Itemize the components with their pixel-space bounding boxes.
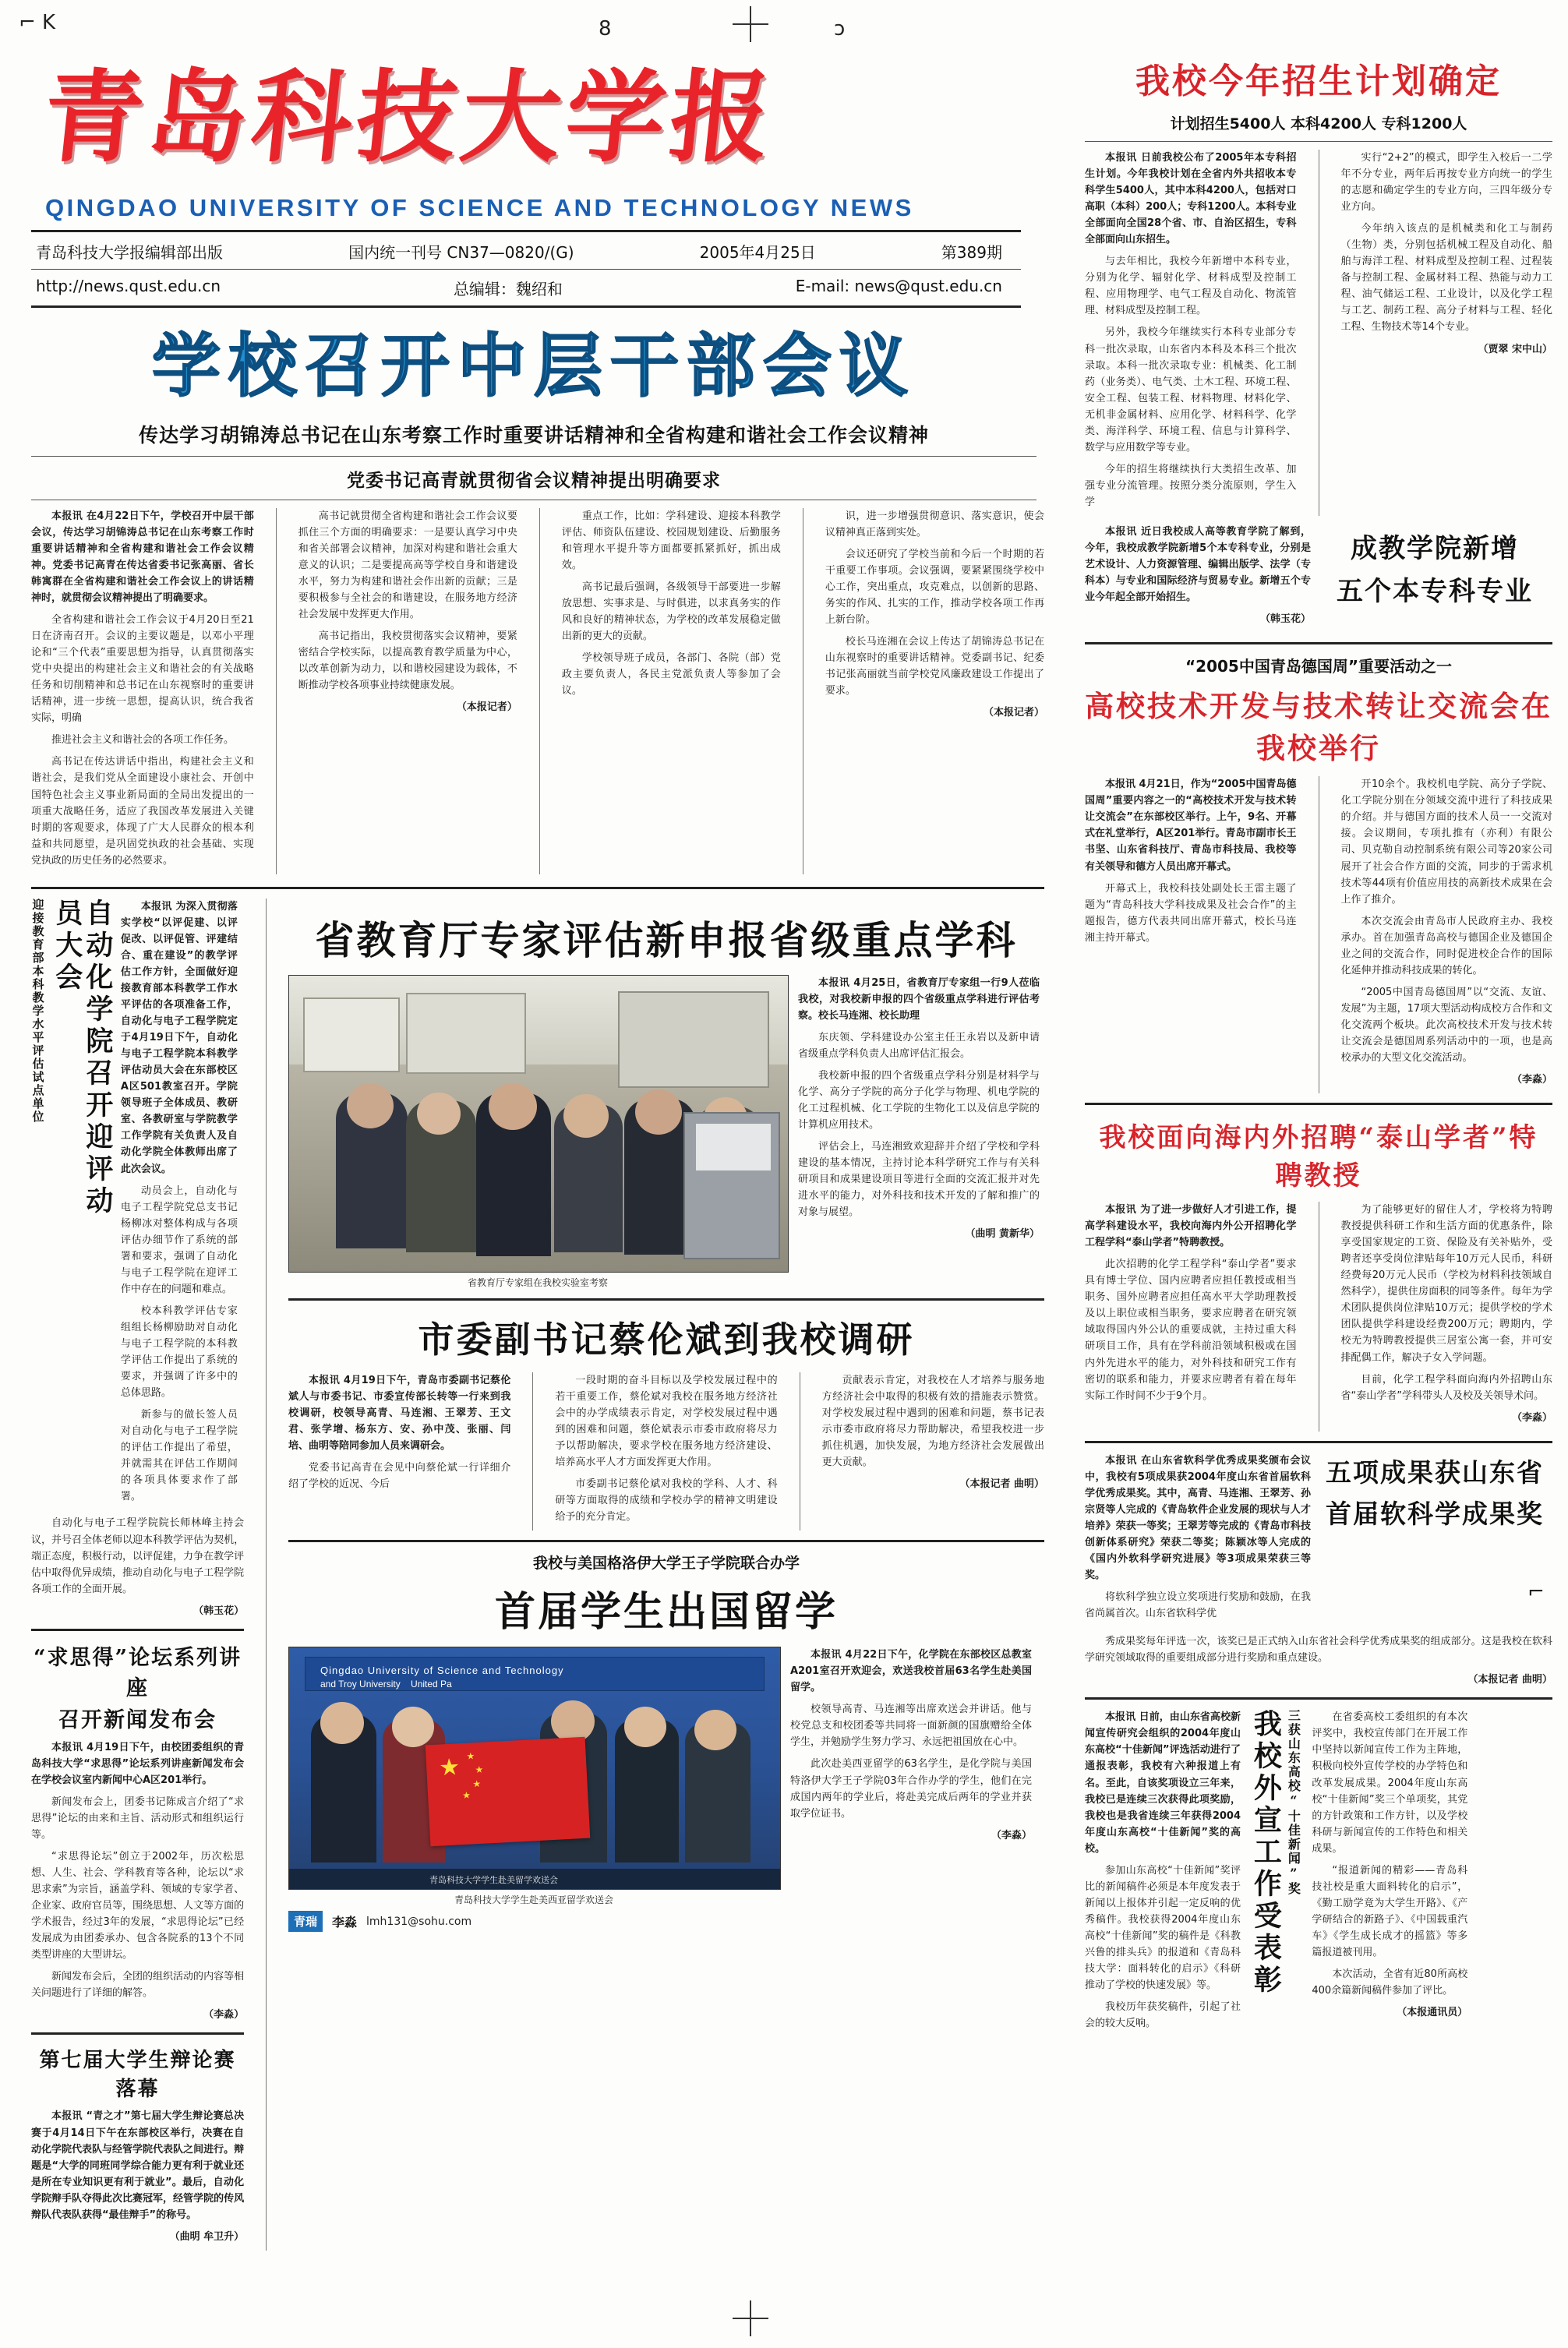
vertical-story-body <box>121 899 238 1511</box>
byline: （曲明 牟卫升） <box>169 2230 245 2243</box>
photo-credit-stamp: 青瑞 <box>288 1911 323 1932</box>
paragraph: 高书记在传达讲话中指出，构建社会主义和谐社会，是我们党从全面建设小康社会、开创中国特色社会主义事业新局面的全局出发提出的一项重大战略任务，适应了我国改革发展进入关键时期的客观要求，体现了广大人民群众的根本利益和共同愿望，是巩固党执政的社会基础、实现党执政的历史任务的必然要求。 <box>31 756 254 867</box>
registration-crosshair-bottom <box>733 2300 768 2336</box>
right-story-taishan-scholar <box>1085 1116 1552 1432</box>
paragraph: 与去年相比，我校今年新增中本科专业，分别为化学、辐射化学、材料成型及控制工程、应用物理学、电气工程及自动化、物流管理、材料成型及控制工程。 <box>1085 256 1297 317</box>
left-news-2 <box>31 1640 244 2024</box>
paragraph: 本次交流会由青岛市人民政府主办、我校承办。首在加强青岛高校与德国企业及德国企业之间的交流合作，同时促进校企合作的国际化延伸并推动科技成果的转化。 <box>1340 915 1552 976</box>
paragraph: 本报讯 为深入贯彻落实学校“以评促建、以评促改、以评促管、评建结合、重在建设”的教学评估工作方针，全面做好迎接教育部本科教学工作水平评估的各项准备工作，自动化与电子工程学院定于4月19日下午，自动化与电子工程学院本科教学评估动员大会在东部校区A区501教室召开。学院领导班子全体成员、教研室、各教研室与学院教学工作学院有关负责人及自动化学院全体教师出席了此次会议。 <box>120 900 238 1175</box>
paragraph: 会议还研究了学校当前和今后一个时期的若干重要工作事项。会议强调，要紧紧围绕学校中心工作，突出重点，攻克难点，以创新的思路、务实的作风、扎实的工作，推动学校各项工作再上新台阶。 <box>825 548 1044 627</box>
divider <box>1085 1697 1552 1700</box>
photo-byline: 李淼 <box>332 1915 358 1930</box>
headline: 第七届大学生辩论赛落幕 <box>39 2049 236 2102</box>
publisher-label: 青岛科技大学报编辑部出版 <box>36 243 223 263</box>
paragraph: 校领导高青、马连湘等出席欢送会并讲话。他与校党总支和校团委等共同将一面新颜的国旗赠给全体学生，并勉励学生努力学习、永远把祖国放在心中。 <box>790 1704 1032 1749</box>
paragraph: 本报讯 为了进一步做好人才引进工作，提高学科建设水平，我校向海内外公开招聘化学工程学科“泰山学者”特聘教授。 <box>1085 1204 1297 1249</box>
paragraph: 党委书记高青在会见中向蔡伦斌一行详细介绍了学校的近况、今后 <box>288 1462 511 1491</box>
paragraph: 目前，化学工程学科面向海内外招聘山东省“泰山学者”学科带头人及校及关领导术问。 <box>1340 1373 1552 1402</box>
subhead: 计划招生5400人 本科4200人 专科1200人 <box>1170 115 1467 132</box>
paragraph: 此次赴美西亚留学的63名学生，是化学院与美国特洛伊大学王子学院03年合作办学的学生，他们在完成国内两年的学业后，将赴美完成后两年的学业并获取学位证书。 <box>790 1758 1032 1820</box>
newspaper-title: 青岛科技大学报 <box>37 59 781 176</box>
masthead-rule-3 <box>31 305 1021 308</box>
paragraph: 校本科教学评估专家组组长杨柳励助对自动化与电子工程学院的本科教学评估工作提出了系统的要求，并强调了许多中的总体思路。 <box>120 1305 238 1400</box>
paragraph: 新闻发布会上，团委书记陈成言介绍了“求思得”论坛的由来和主旨、活动形式和组织运行等。 <box>31 1795 245 1841</box>
paragraph: 秀成果奖每年评选一次，该奖已是正式纳入山东省社会科学优秀成果奖的组成部分。这是我校在软科学研究领域取得的重要组成部分进行奖励和重点建设。 <box>1085 1636 1552 1665</box>
vertical-story-continued <box>31 1515 244 1619</box>
paragraph: 动员会上，自动化与电子工程学院党总支书记杨柳冰对整体构成与各项评估办细节作了系统的部署和要求，强调了自动化与电子工程学院在迎评工作中存在的问题和难点。 <box>120 1185 238 1295</box>
headline-line2: 五个本专科专业 <box>1337 575 1533 607</box>
byline: （本报通讯员） <box>1397 2007 1468 2019</box>
vertical-headline-story <box>31 899 244 1511</box>
byline: （本报记者 曲明） <box>1467 1674 1552 1686</box>
paragraph: 东庆领、学科建设办公室主任王永岩以及新申请省级重点学科负责人出席评估汇报会。 <box>798 1031 1040 1060</box>
paragraph: 自动化与电子工程学院院长师林峰主持会议，并号召全体老师以迎本科教学评估为契机，端正态度，积极行动，以评促建，力争在教学评估中取得优异成绩，推动自动化与电子工程学院各项工作的全面开展。 <box>31 1517 245 1595</box>
paragraph: 本报讯 4月22日下午，化学院在东部校区总教室A201室召开欢迎会，欢送我校首届63名学生赴美国留学。 <box>790 1649 1032 1694</box>
paragraph: 贡献表示肯定，对我校在人才培养与服务地方经济社会中取得的积极有效的措施表示赞赏。对学校发展过程中遇到的困难和问题，蔡书记表示市委市政府将尽力帮助解决，希望我校进一步抓住机遇，加快发展，为地方经济社会发展做出更大贡献。 <box>821 1374 1044 1468</box>
paragraph: 本报讯 “青之才”第七届大学生辩论赛总决赛于4月14日下午在东部校区举行，决赛在自动化学院代表队与经管学院代表队之间进行。辩题是“大学的同班同学综合能力更有利于就业还是所在专业知识更有利于就业”。最后，自动化学院辩手队夺得此次比赛冠军，经管学院的传风辩队代表队获得“最佳辩手”的称号。 <box>31 2110 245 2221</box>
headline-line2: 召开新闻发布会 <box>58 1707 217 1732</box>
vertical-headline: 自动化学院召开迎评动员大会 <box>51 898 114 1218</box>
paragraph: 高书记指出，我校贯彻落实会议精神，要紧密结合学校实际，以提高教育教学质量为中心，以改革创新为动力，以和谐校园建设为载体，不断推动学校各项事业持续健康发展。 <box>298 630 517 692</box>
paragraph: 本报讯 近日我校成人高等教育学院了解到，今年，我校成教学院新增5个本专科专业，分别是艺术设计、人力资源管理、编辑出版学、法学（专科本）与专业和国际经济与贸易专业。新增五个专业今年起全部开始招生。 <box>1085 525 1311 604</box>
byline: （李淼） <box>1511 1074 1552 1086</box>
lead-col-3 <box>562 508 781 874</box>
lead-col-1 <box>31 508 254 874</box>
byline: （李淼） <box>1511 1411 1552 1424</box>
paragraph: 我校新申报的四个省级重点学科分别是材料学与化学、高分子学院的高分子化学与物理、机电学院的化工过程机械、化工学院的生物化工以及信息学院的计算机应用技术。 <box>798 1070 1040 1132</box>
paragraph: 高书记最后强调，各级领导干部要进一步解放思想、实事求是、与时俱进，以求真务实的作风和良好的精神状态，为学校的改革发展稳定做出新的更大的贡献。 <box>561 581 781 643</box>
paragraph: 评估会上，马连湘致欢迎辞并介绍了学校和学科建设的基本情况，主持讨论本科学研究工作与有关科研项目和成果建设项目等进行全面的交流汇报并对先进水平的能力，对外科技和技术开发的了解和推广的对象与展望。 <box>798 1141 1040 1219</box>
paragraph: 本报讯 日前我校公布了2005年本专科招生计划。今年我校计划在全省内外共招收本专科学生5400人，其中本科4200人，包括对口高职（本科）200人；专科1200人。本科专业全部面向全国28个省、市、自治区招生，专科全部面向山东招生。 <box>1085 152 1297 246</box>
divider <box>288 1298 1044 1301</box>
paragraph: 我校历年获奖稿件，引起了社会的较大反响。 <box>1085 2001 1241 2030</box>
right-story-soft-science <box>1085 1453 1552 1689</box>
byline: （韩玉花） <box>193 1605 245 1617</box>
divider <box>288 1540 1044 1542</box>
paragraph: 本报讯 4月19日下午，由校团委组织的青岛科技大学“求思得”论坛系列讲座新闻发布会在学校会议室内新闻中心A区201举行。 <box>31 1741 245 1786</box>
photo-caption: 省教育厅专家组在我校实验室考察 <box>467 1276 608 1288</box>
divider <box>1085 642 1552 644</box>
banner-headline: 学校召开中层干部会议 <box>151 325 916 407</box>
paragraph: 一段时期的奋斗目标以及学校发展过程中的若干重要工作，蔡伦斌对我校在服务地方经济社会中的办学成绩表示肯定，对学校发展过程中遇到的困难和问题，蔡伦斌表示市委市政府将尽力予以帮助解决，要求学校在服务地方经济建设、培养高水平人才方面发挥更大作用。 <box>555 1374 778 1468</box>
byline: （李淼） <box>991 1829 1032 1841</box>
vertical-subhead: 三获山东高校“十佳新闻”奖 <box>1286 1709 1301 1897</box>
bottom-story-publicity-award <box>1085 1709 1552 2037</box>
byline: （本报记者 曲明） <box>959 1478 1044 1491</box>
paragraph: 本报讯 日前，由山东省高校新闻宣传研究会组织的2004年度山东高校“十佳新闻”评选活动进行了通报表彰，我校有六种报道上有名。至此，自该奖项设立三年来，我校已是连续三次获得此项奖励，我校也是我省连续三年获得2004年度山东高校“十佳新闻”奖的高校。 <box>1085 1711 1241 1855</box>
banner-subhead-1: 传达学习胡锦涛总书记在山东考察工作时重要讲话精神和全省构建和谐社会工作会议精神 <box>138 423 929 447</box>
paragraph: 新参与的做长签人员对自动化与电子工程学院的评估工作提出了希望，并就需其在评估工作期间的各项具体要求作了部署。 <box>120 1409 238 1503</box>
email-address[interactable]: E-mail: news@qust.edu.cn <box>795 277 1002 296</box>
paragraph: 另外，我校今年继续实行本科专业部分专科一批次录取，山东省内本科及本科三个批次录取。本科一批次录取专业：机械类、化工制药（业务类）、电气类、土木工程、环境工程、安全工程、包装工程、材料物理、材料化学、无机非金属材料、应用化学、材料科学、化学类、海洋科学、环境工程、信息与计算科学、数学与应用数学等专业。 <box>1085 327 1297 454</box>
mid-story-2 <box>288 1312 1044 1531</box>
vertical-headline: 我校外宣工作受表彰 <box>1249 1709 1283 1997</box>
headline: 市委副书记蔡伦斌到我校调研 <box>418 1318 915 1361</box>
paragraph: 学校领导班子成员，各部门、各院（部）党政主要负责人，各民主党派负责人等参加了会议。 <box>561 652 781 697</box>
photo-email[interactable]: lmh131@sohu.com <box>366 1915 472 1928</box>
section-divider <box>31 887 1044 889</box>
paragraph: 本报讯 4月21日，作为“2005中国青岛德国周”重要内容之一的“高校技术开发与技术转让交流会”在东部校区举行。上午，9名、开幕式在礼堂举行，A区201举行。青岛市副市长王书坚、山东省科技厅、青岛市科技局、我校等有关领导和德方人员出席开幕式。 <box>1085 779 1297 873</box>
byline: （曲明 黄新华） <box>965 1228 1040 1241</box>
byline: （贾翠 宋中山） <box>1478 343 1552 355</box>
paragraph: “报道新闻的精彩——青岛科技社校是重大面料转化的启示”，《勤工励学竟为大学生开路》、《产学研结合的新路子》、《中国载重汽车》《学生成长成才的摇篮》等多篇报道被刊用。 <box>1312 1864 1468 1958</box>
divider <box>31 2032 244 2035</box>
editor-in-chief: 总编辑：魏绍和 <box>453 280 563 299</box>
kicker: 我校与美国格洛伊大学王子学院联合办学 <box>532 1555 800 1573</box>
headline: 我校今年招生计划确定 <box>1135 62 1502 101</box>
lead-col-4 <box>825 508 1044 874</box>
vertical-kicker: 迎接教育部本科教学水平评估试点单位 <box>30 898 45 1124</box>
paragraph: “求思得论坛”创立于2002年，历次松思想、人生、社会、学科教育等各种，论坛以“求思求索”为宗旨，涵盖学科、领域的专家学者、企业家、政府官员等，围绕思想、人文等方面的学术报告，经过3年的发展，“求思得论坛”已经发展成为由团委承办、包含各院系的13个不同类型讲座的大型讲坛。 <box>31 1851 245 1961</box>
paragraph: 新闻发布会后，全团的组织活动的内容等相关问题进行了详细的解答。 <box>31 1971 245 2000</box>
paragraph: 实行“2+2”的模式，即学生入校后一二学年不分专业，两年后再按专业方向统一的学生的志愿和确定学生的专业方向，三四年级分专业方向。 <box>1340 152 1552 214</box>
divider <box>31 1629 244 1631</box>
paragraph: 推进社会主义和谐社会的各项工作任务。 <box>51 734 235 747</box>
paragraph: “2005中国青岛德国周”以“交流、友谊、发展”为主题，17项大型活动构成校方合作和文化交流两个板块。此次高校技术开发与技术转让交流会是德国周系列活动中的一项，也是高校承办的大型文化交流活动。 <box>1340 986 1552 1065</box>
paragraph: 本报讯 4月25日，省教育厅专家组一行9人莅临我校，对我校新申报的四个省级重点学科进行评估考察。校长马连湘、校长助理 <box>798 976 1040 1022</box>
paragraph: 开幕式上，我校科技处副处长王雷主题了题为“青岛科技大学科技成果及社会合作”的主题报告，德方代表共同出席开幕式，校长马连湘主持开幕式。 <box>1085 882 1297 944</box>
paragraph: 将软科学独立设立奖项进行奖励和鼓励，在我省尚属首次。山东省软科学优 <box>1085 1591 1311 1620</box>
issn-label: 国内统一刊号 CN37—0820/(G) <box>348 243 574 263</box>
paragraph: 在省委高校工委组织的有本次评奖中，我校宣传部门在开展工作中坚持以新闻宣传工作为主阵地，积极向校外宣传学校的办学特色和改革发展成果。2004年度山东高校“十佳新闻”奖三个单项奖，其党的方针政策和工作方针，以及学校科研与新闻宣传的工作特色和相关成果。 <box>1312 1711 1468 1855</box>
print-mark-b: ɔ <box>834 17 846 41</box>
paragraph: 高书记就贯彻全省构建和谐社会工作会议要抓住三个方面的明确要求：一是要认真学习中央和省关部署会议精神，加深对构建和谐社会重大意义的认识；二是要提高高等学校自身和谐建设水平，努力为构建和谐社会作出新的贡献；三是要积极参与全社会的和谐建设，在服务地方经济社会发展中发挥更大作用。 <box>298 510 517 621</box>
lead-col-2 <box>298 508 517 874</box>
divider <box>1085 1103 1552 1105</box>
headline: 省教育厅专家评估新申报省级重点学科 <box>315 916 1018 963</box>
paragraph: 本报讯 在山东省软科学优秀成果奖颁布会议中，我校有5项成果获2004年度山东省首届软科学优秀成果奖。其中，高青、马连湘、王翠芳、孙宗贤等人完成的《青岛软件企业发展的现状与人才培养》荣获一等奖；王翠芳等完成的《青岛市科技创新体系研究》荣获二等奖；陈颖冰等人完成的《国内外软科学研究进展》等3项成果荣获三等奖。 <box>1085 1454 1311 1582</box>
divider <box>1085 1441 1552 1443</box>
registration-crosshair-top <box>733 6 768 42</box>
paragraph: 本次活动，全省有近80所高校400余篇新闻稿件参加了评比。 <box>1312 1968 1468 1997</box>
paragraph: 本报讯 4月19日下午，青岛市委副书记蔡伦斌人与市委书记、市委宣传部长转等一行来到我校调研，校领导高青、马连湘、王翠芳、王文君、张学增、杨东方、安、孙中茂、张丽、闫培、曲明等陪同参加人员来调研会。 <box>288 1374 511 1452</box>
paragraph: 重点工作，比如：学科建设、迎接本科教学评估、师资队伍建设、校园规划建设、后勤服务和管理水平提升等方面都要抓紧抓好，抓出成效。 <box>561 510 781 571</box>
banner-divider <box>31 456 1037 457</box>
paragraph: 参加山东高校“十佳新闻”奖评比的新闻稿件必须是本年度发表于新闻以上报体并引起一定反响的优秀稿件。我校获得2004年度山东高校“十佳新闻”奖的稿件是《科教兴鲁的排头兵》的报道和《青岛科技大学：面料转化的启示》《科研推动了学校的快速发展》等。 <box>1085 1864 1241 1992</box>
headline: 高校技术开发与技术转让交流会在我校举行 <box>1085 689 1552 766</box>
lead-story <box>31 508 1044 874</box>
paragraph: 市委副书记蔡伦斌对我校的学科、人才、科研等方面取得的成绩和学校办学的精神文明建设给予的充分肯定。 <box>555 1478 778 1524</box>
headline: 五项成果获山东省 <box>1326 1456 1544 1488</box>
paragraph: 识，进一步增强贯彻意识、落实意识，使会议精神真正落到实处。 <box>825 510 1044 538</box>
left-column-stack <box>31 899 244 2251</box>
photo-study-abroad: Qingdao University of Science and Technology and Troy University United Pa ★ ★ ★ ★ ★ 青岛科技大学学生赴美留学欢送会 <box>288 1647 781 1890</box>
byline: （韩玉花） <box>1259 613 1311 626</box>
banner-headline-block <box>31 325 1037 500</box>
paragraph: 开10余个。我校机电学院、高分子学院、化工学院分别在分领域交流中进行了科技成果的介绍。并与德国方面的技术人员一一交流对接。会议期间，专项扎推有（亦利）有限公司、贝克勒自动控制系统有限公司等20家公司展开了社会合作方面的交流，同步的于需求机技术等44项有价值应用技的高新技术成果在会上作了推介。 <box>1340 779 1552 906</box>
print-mark-a: 8 <box>599 17 612 41</box>
issue-number: 第389期 <box>941 243 1002 263</box>
headline: 我校面向海内外招聘“泰山学者”特聘教授 <box>1099 1122 1538 1192</box>
photo-caption: 青岛科技大学学生赴美西亚留学欢送会 <box>454 1894 613 1906</box>
center-column-stack <box>288 899 1044 2251</box>
banner-subhead-2: 党委书记高青就贯彻省会议精神提出明确要求 <box>347 470 721 491</box>
paragraph: 全省构建和谐社会工作会议于4月20日至21日在济南召开。会议的主要议题是，以邓小平理论和“三个代表”重要思想为指导，认真贯彻落实党中央提出的构建社会主义和谐社会的有关战略任务和切削精神和总书记在山东视察时的重要讲话精神，进一步统一思想，提高认识，统合我省实际，明确 <box>31 614 254 725</box>
website-url[interactable]: http://news.qust.edu.cn <box>36 277 221 296</box>
issue-date: 2005年4月25日 <box>699 243 816 263</box>
byline: （本报记者） <box>456 701 517 714</box>
newspaper-title-en: QINGDAO UNIVERSITY OF SCIENCE AND TECHNOLOGY NEWS <box>45 194 914 222</box>
paragraph: 今年的招生将继续执行大类招生改革、加强专业分流管理。按照分类分流原则，学生入学 <box>1085 463 1297 508</box>
photo-expert-visit <box>288 975 789 1273</box>
right-story-enrollment <box>1085 53 1552 516</box>
headline: 首届学生出国留学 <box>494 1588 838 1637</box>
headline-line2: 首届软科学成果奖 <box>1326 1498 1544 1529</box>
headline: “求思得”论坛系列讲座 <box>34 1645 242 1700</box>
print-mark-right: ⌐ <box>1527 1580 1545 1604</box>
right-story-new-majors <box>1085 524 1552 633</box>
left-news-3 <box>31 2044 244 2244</box>
headline: 成教学院新增 <box>1351 532 1519 564</box>
divider <box>1085 141 1552 142</box>
paragraph: 为了能够更好的留住人才，学校将为特聘教授提供科研工作和生活方面的优惠条件，除享受国家规定的工资、保险及有关补贴外，受聘者还享受岗位津贴每年10万元人民币，科研经费每20万元人民币（学校为材料科技领域自然科学），提供住房面积的同等条件。每年为学术团队提供岗位津贴10万元；提供学校的学术团队提供学科建设经费200万元；聘期内，学校无为特聘教授提供三居室公寓一套，并可安排配偶工作，解决子女入学问题。 <box>1340 1204 1552 1364</box>
kicker: “2005中国青岛德国周”重要活动之一 <box>1185 657 1452 676</box>
paragraph: 本报讯 在4月22日下午，学校召开中层干部会议，传达学习胡锦涛总书记在山东考察工作时重要讲话精神和全省构建和谐社会工作会议精神。党委书记高青在传达省委书记张高丽、省长韩寓群在全省构建和谐社会工作会议上的讲话精神时，就贯彻会议精神提出了明确要求。 <box>31 510 254 605</box>
paragraph: 此次招聘的化学工程学科“泰山学者”要求具有博士学位、国内应聘者应担任教授或相当职务、国外应聘者应担任高水平大学助理教授及以上职位或相当职务，要求应聘者在研究领域取得国内外公认的重要成就，主持过重大科研项目工作，具有在学科前沿领域积极或在国内外先进水平的能力，对外科技和研究工作有密切的联系和能力，并要求应聘者有着在每年实际工作时间不少于9个月。 <box>1085 1259 1297 1402</box>
mid-story-3 <box>288 1552 1044 1932</box>
byline: （李淼） <box>203 2009 245 2021</box>
paragraph: 校长马连湘在会议上传达了胡锦涛总书记在山东视察时的重要讲话精神。党委副书记、纪委书记张高丽就当前学校党风廉政建设工作提出了要求。 <box>825 636 1044 697</box>
right-story-tech-transfer <box>1085 654 1552 1093</box>
print-mark-topleft: ⌐ K <box>19 11 56 34</box>
byline: （本报记者） <box>983 707 1044 719</box>
mid-story-1 <box>288 909 1044 1289</box>
masthead <box>31 61 1044 308</box>
right-column <box>1085 45 1552 2251</box>
paragraph: 今年纳入该点的是机械类和化工与制药（生物）类，分别包括机械工程及自动化、船舶与海洋工程、材料成型及控制工程、过程装备与控制工程、金属材料工程、热能与动力工程、油气储运工程、工业设计，以及化学工程与工艺、制药工程、高分子材料与工程、轻化工程、生物技术等14个专业。 <box>1340 223 1552 334</box>
